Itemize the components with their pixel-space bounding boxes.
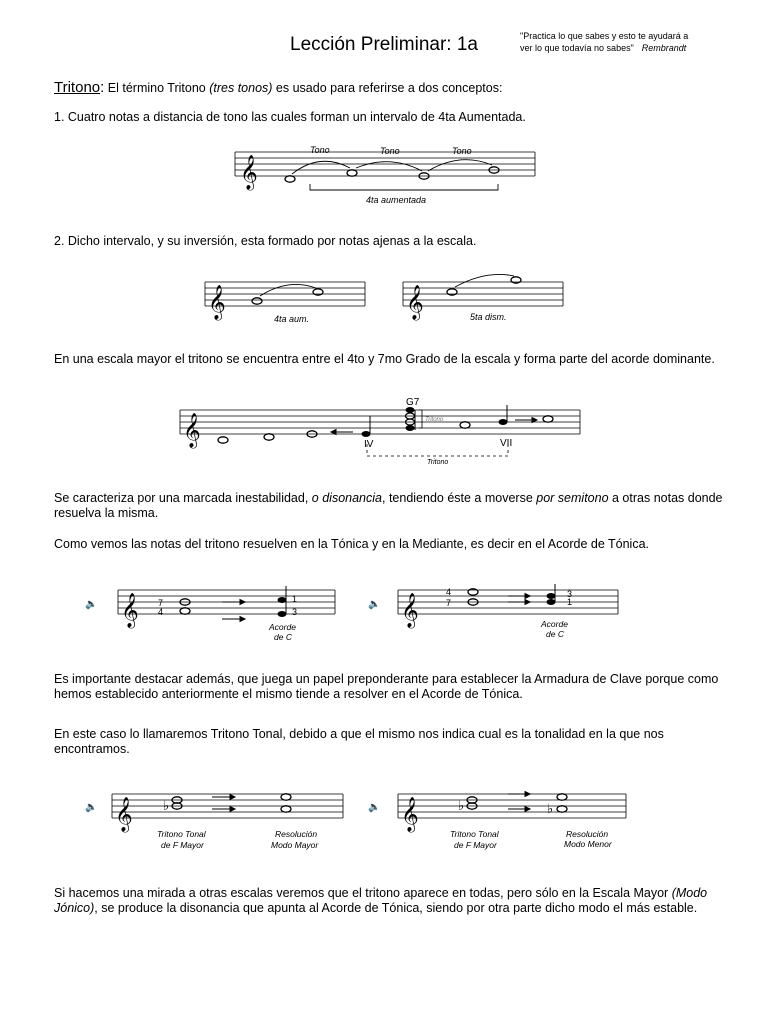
degree-3: 3	[567, 589, 573, 599]
paragraph-resuelven: Como vemos las notas del tritono resuelven en la Tónica y en la Mediante, es decir en el Acorde de Tónica.	[54, 537, 650, 551]
rembrandt-quote	[520, 30, 720, 54]
degree-vii-label: VII	[500, 438, 513, 449]
flat-icon: ♭	[163, 798, 170, 813]
modo-mayor-label: Modo Mayor	[271, 840, 319, 850]
flat-icon: ♭	[458, 798, 465, 813]
degree-1: 1	[567, 597, 573, 607]
intro-text-post: es usado para referirse a dos conceptos:	[272, 81, 503, 95]
point-1: 1. Cuatro notas a distancia de tono las cuales forman un intervalo de 4ta Aumentada.	[54, 110, 526, 124]
degree-3: 3	[292, 607, 298, 617]
treble-clef-icon: 𝄞	[406, 286, 424, 319]
treble-clef-icon: 𝄞	[208, 286, 226, 319]
treble-clef-icon: 𝄞	[183, 414, 201, 447]
degree-4: 4	[158, 607, 164, 617]
degree-4: 4	[446, 587, 452, 597]
degree-1: 1	[292, 594, 298, 604]
treble-clef-icon: 𝄞	[121, 594, 139, 627]
de-f-mayor-label: de F Mayor	[161, 840, 204, 850]
inest-em2: por semitono	[536, 491, 609, 505]
figure-tonal-right	[368, 784, 633, 856]
inest-mid: , tendiendo éste a moverse	[382, 491, 537, 505]
inest-pre: Se caracteriza por una marcada inestabilidad,	[54, 491, 312, 505]
modo-menor-label: Modo Menor	[564, 839, 612, 849]
tono-label-2: Tono	[380, 146, 400, 156]
intro-colon: :	[100, 79, 105, 96]
page-title: Lección Preliminar: 1a	[290, 34, 478, 55]
final-pre: Si hacemos una mirada a otras escalas veremos que el tritono aparece en todas, pero sólo en la Escala Mayor	[54, 886, 672, 900]
figure-interval-right	[398, 270, 568, 326]
treble-clef-icon: 𝄞	[115, 798, 133, 831]
paragraph-tritono-tonal: En este caso lo llamaremos Tritono Tonal, debido a que el mismo nos indica cual es la tonalidad en la que nos encontramos.	[54, 727, 664, 756]
inest-em1: o disonancia	[311, 491, 382, 505]
quote-line-1: "Practica lo que sabes y esto te ayudará a	[520, 31, 689, 41]
intro-text-em: (tres tonos)	[209, 81, 273, 95]
quote-line-2: ver lo que todavía no sabes" Rembrandt	[520, 43, 687, 53]
speaker-icon[interactable]: 🔈	[368, 599, 381, 610]
paragraph-armadura: Es importante destacar además, que juega un papel preponderante para establecer la Armadura de Clave porque como hemos establecido anteriormente el mismo tiende a resolver en el Acorde de Tónica.	[54, 672, 719, 701]
figure-g7-scale	[175, 394, 595, 468]
cuarta-aum-label: 4ta aum.	[274, 314, 310, 324]
de-f-mayor-label: de F Mayor	[454, 840, 497, 850]
degree-7: 7	[158, 598, 164, 608]
de-c-label: de C	[546, 629, 564, 639]
quote-author: Rembrandt	[641, 43, 687, 53]
tritono-small-label: Tritono	[425, 417, 444, 423]
tritono-tonal-label: Tritono Tonal	[450, 829, 499, 839]
degree-iv-label: IV	[364, 439, 374, 450]
figure-tonal-left	[85, 784, 350, 856]
inest-post: a otras notas donde resuelva la misma.	[54, 491, 723, 520]
final-em: (Modo Jónico)	[54, 886, 708, 915]
figure-whole-tone-staff	[230, 140, 540, 212]
point-2: 2. Dicho intervalo, y su inversión, esta formado por notas ajenas a la escala.	[54, 234, 477, 248]
figure-interval-left	[200, 270, 370, 326]
speaker-icon[interactable]: 🔈	[368, 802, 381, 813]
tritono-heading: Tritono	[54, 79, 101, 96]
acorde-label: Acorde	[269, 622, 296, 632]
paragraph-final	[54, 886, 722, 916]
speaker-icon[interactable]: 🔈	[85, 802, 98, 813]
tono-label-3: Tono	[452, 146, 472, 156]
resolucion-label: Resolución	[566, 829, 609, 839]
degree-7: 7	[446, 598, 452, 608]
acorde-label: Acorde	[541, 619, 568, 629]
treble-clef-icon: 𝄞	[401, 594, 419, 627]
de-c-label: de C	[274, 632, 292, 642]
resolucion-label: Resolución	[275, 829, 318, 839]
intro-text-pre: El término Tritono	[104, 81, 210, 95]
intro-line	[54, 80, 502, 96]
final-post: , se produce la disonancia que apunta al Acorde de Tónica, siendo por otra parte dicho modo el más estable.	[94, 901, 698, 915]
figure-resolution-right	[368, 578, 628, 648]
quinta-dism-label: 5ta dism.	[470, 312, 507, 322]
flat-icon: ♭	[547, 801, 554, 816]
speaker-icon[interactable]: 🔈	[85, 599, 98, 610]
paragraph-escala-mayor: En una escala mayor el tritono se encuentra entre el 4to y 7mo Grado de la escala y forma parte del acorde dominante.	[54, 352, 715, 366]
treble-clef-icon: 𝄞	[401, 798, 419, 831]
treble-clef-icon: 𝄞	[240, 156, 258, 189]
tritono-bracket-label: Tritono	[427, 459, 449, 466]
paragraph-inestabilidad	[54, 491, 724, 521]
g7-chord-label: G7	[406, 397, 420, 408]
tritono-tonal-label: Tritono Tonal	[157, 829, 206, 839]
figure-resolution-left	[85, 578, 345, 648]
aumentada-label: 4ta aumentada	[366, 195, 427, 205]
tono-label-1: Tono	[310, 145, 330, 155]
